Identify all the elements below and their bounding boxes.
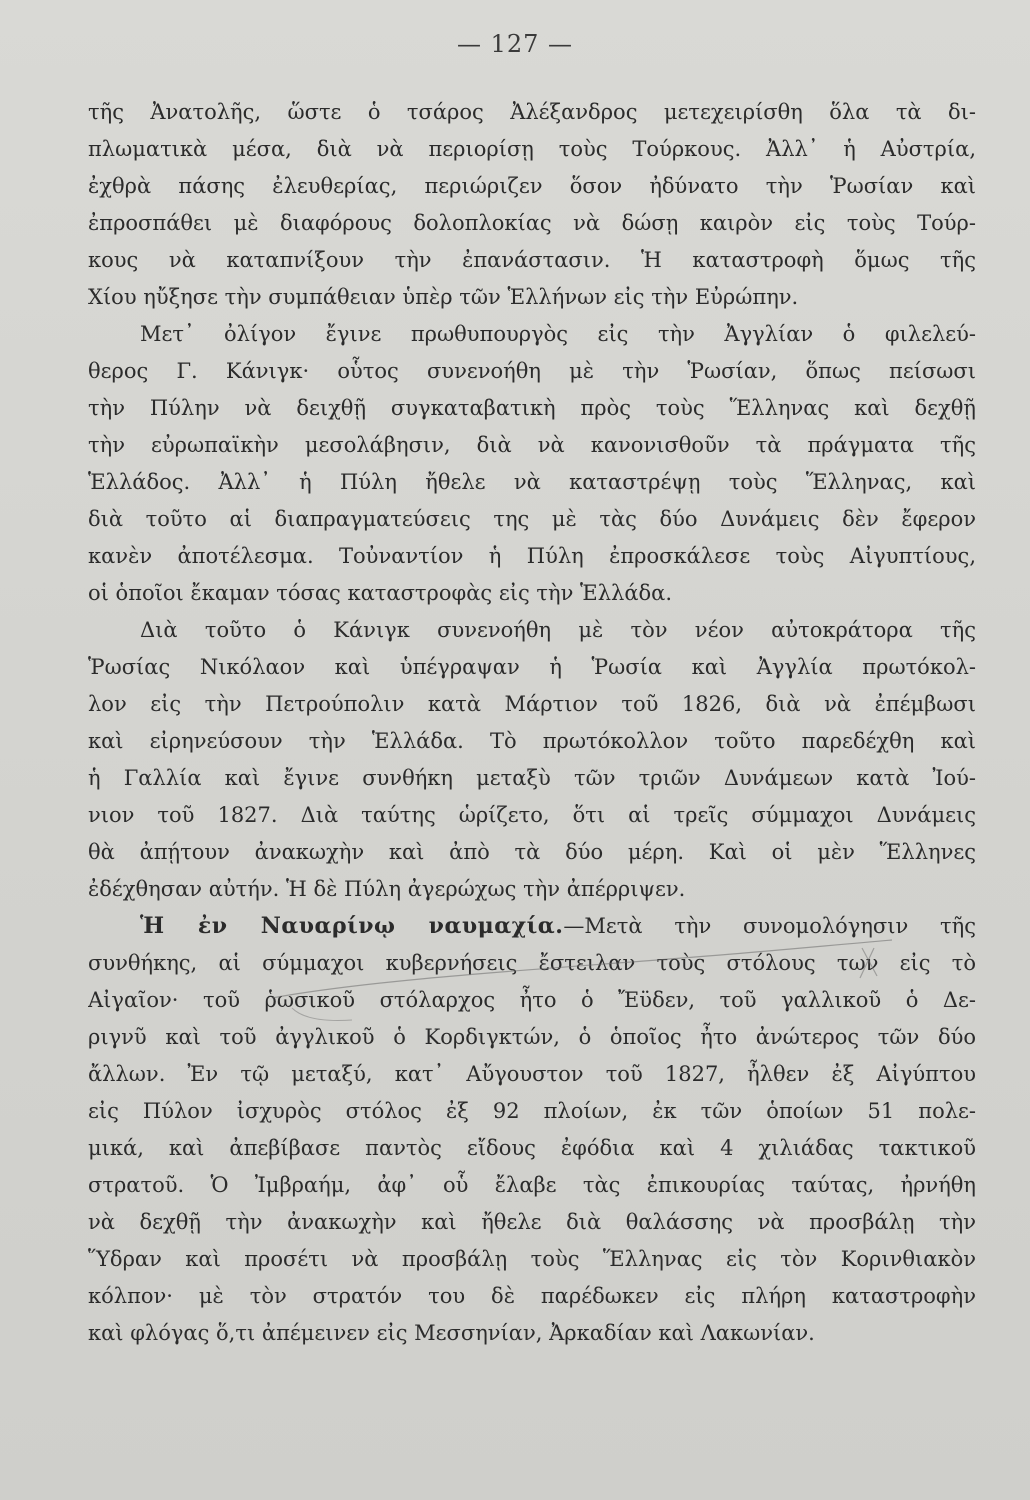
- page-number: — 127 —: [456, 30, 574, 58]
- text-line: κους νὰ καταπνίξουν τὴν ἐπανάστασιν. Ἡ καταστροφὴ ὅμως τῆς: [88, 248, 976, 272]
- text-line: θὰ ἀπῄτουν ἀνακωχὴν καὶ ἀπὸ τὰ δύο μέρη. Καὶ οἱ μὲν Ἕλληνες: [88, 840, 976, 864]
- body-text: [88, 94, 976, 1352]
- text-line: ἐδέχθησαν αὐτήν. Ἡ δὲ Πύλη ἀγερώχως τὴν ἀπέρριψεν.: [88, 877, 686, 901]
- text-line: κανὲν ἀποτέλεσμα. Τοὐναντίον ἡ Πύλη ἐπροσκάλεσε τοὺς Αἰγυπτίους,: [88, 544, 976, 568]
- text-line: μικά, καὶ ἀπεβίβασε παντὸς εἴδους ἐφόδια καὶ 4 χιλιάδας τακτικοῦ: [88, 1136, 976, 1160]
- text-line: ἄλλων. Ἐν τῷ μεταξύ, κατ᾽ Αὔγουστον τοῦ 1827, ἦλθεν ἐξ Αἰγύπτου: [88, 1062, 976, 1086]
- text-line: τῆς Ἀνατολῆς, ὥστε ὁ τσάρος Ἀλέξανδρος μετεχειρίσθη ὅλα τὰ δι-: [88, 100, 976, 124]
- text-line: νὰ δεχθῇ τὴν ἀνακωχὴν καὶ ἤθελε διὰ θαλάσσης νὰ προσβάλῃ τὴν: [88, 1210, 976, 1234]
- text-line: τὴν εὐρωπαϊκὴν μεσολάβησιν, διὰ νὰ κανονισθοῦν τὰ πράγματα τῆς: [88, 433, 976, 457]
- text-line: Μετ᾽ ὀλίγον ἔγινε πρωθυπουργὸς εἰς τὴν Ἀγγλίαν ὁ φιλελεύ-: [140, 322, 976, 346]
- text-line: ριγνῦ καὶ τοῦ ἀγγλικοῦ ὁ Κορδιγκτών, ὁ ὁποῖος ἦτο ἀνώτερος τῶν δύο: [88, 1025, 976, 1049]
- text-line: λον εἰς τὴν Πετρούπολιν κατὰ Μάρτιον τοῦ 1826, διὰ νὰ ἐπέμβωσι: [88, 692, 976, 716]
- text-line: Αἰγαῖον· τοῦ ῥωσικοῦ στόλαρχος ἦτο ὁ Ἔϋδεν, τοῦ γαλλικοῦ ὁ Δε-: [88, 988, 976, 1012]
- section-heading-line: [88, 908, 976, 945]
- text-line: πλωματικὰ μέσα, διὰ νὰ περιορίσῃ τοὺς Τούρκους. Ἀλλ᾽ ἡ Αὐστρία,: [88, 137, 976, 161]
- text-line: οἱ ὁποῖοι ἔκαμαν τόσας καταστροφὰς εἰς τὴν Ἑλλάδα.: [88, 581, 673, 605]
- text-line: Ῥωσίας Νικόλαον καὶ ὑπέγραψαν ἡ Ῥωσία καὶ Ἀγγλία πρωτόκολ-: [88, 655, 976, 679]
- text-line: Χίου ηὔξησε τὴν συμπάθειαν ὑπὲρ τῶν Ἑλλήνων εἰς τὴν Εὐρώπην.: [88, 285, 799, 309]
- text-line: Διὰ τοῦτο ὁ Κάνιγκ συνενοήθη μὲ τὸν νέον αὐτοκράτορα τῆς: [140, 618, 976, 642]
- text-line: ἡ Γαλλία καὶ ἔγινε συνθήκη μεταξὺ τῶν τριῶν Δυνάμεων κατὰ Ἰού-: [88, 766, 976, 790]
- text-line: ἐχθρὰ πάσης ἐλευθερίας, περιώριζεν ὅσον ἠδύνατο τὴν Ῥωσίαν καὶ: [88, 174, 976, 198]
- text-line: Ὕδραν καὶ προσέτι νὰ προσβάλῃ τοὺς Ἕλληνας εἰς τὸν Κορινθιακὸν: [88, 1247, 976, 1271]
- text-line: κόλπον· μὲ τὸν στρατόν του δὲ παρέδωκεν εἰς πλήρη καταστροφὴν: [88, 1284, 976, 1308]
- text-line: καὶ φλόγας ὅ,τι ἀπέμεινεν εἰς Μεσσηνίαν, Ἀρκαδίαν καὶ Λακωνίαν.: [88, 1321, 815, 1345]
- heading-line-rest: —Μετὰ τὴν συνομολόγησιν τῆς: [563, 914, 976, 938]
- text-line: θερος Γ. Κάνιγκ· οὗτος συνενοήθη μὲ τὴν Ῥωσίαν, ὅπως πείσωσι: [88, 359, 976, 383]
- text-line: Ἑλλάδος. Ἀλλ᾽ ἡ Πύλη ἤθελε νὰ καταστρέψῃ τοὺς Ἕλληνας, καὶ: [88, 470, 976, 494]
- text-line: νιον τοῦ 1827. Διὰ ταύτης ὡρίζετο, ὅτι αἱ τρεῖς σύμμαχοι Δυνάμεις: [88, 803, 976, 827]
- text-line: καὶ εἰρηνεύσουν τὴν Ἑλλάδα. Τὸ πρωτόκολλον τοῦτο παρεδέχθη καὶ: [88, 729, 976, 753]
- text-line: εἰς Πύλον ἰσχυρὸς στόλος ἐξ 92 πλοίων, ἐκ τῶν ὁποίων 51 πολε-: [88, 1099, 976, 1123]
- text-line: συνθήκης, αἱ σύμμαχοι κυβερνήσεις ἔστειλαν τοὺς στόλους των εἰς τὸ: [88, 951, 976, 975]
- text-line: ἐπροσπάθει μὲ διαφόρους δολοπλοκίας νὰ δώσῃ καιρὸν εἰς τοὺς Τούρ-: [88, 211, 976, 235]
- text-line: στρατοῦ. Ὁ Ἰμβραήμ, ἀφ᾽ οὗ ἔλαβε τὰς ἐπικουρίας ταύτας, ἠρνήθη: [88, 1173, 976, 1197]
- section-heading: Ἡ ἐν Ναυαρίνῳ ναυμαχία.: [140, 913, 564, 939]
- text-line: τὴν Πύλην νὰ δειχθῇ συγκαταβατικὴ πρὸς τοὺς Ἕλληνας καὶ δεχθῇ: [88, 396, 976, 420]
- text-line: διὰ τοῦτο αἱ διαπραγματεύσεις της μὲ τὰς δύο Δυνάμεις δὲν ἔφερον: [88, 507, 976, 531]
